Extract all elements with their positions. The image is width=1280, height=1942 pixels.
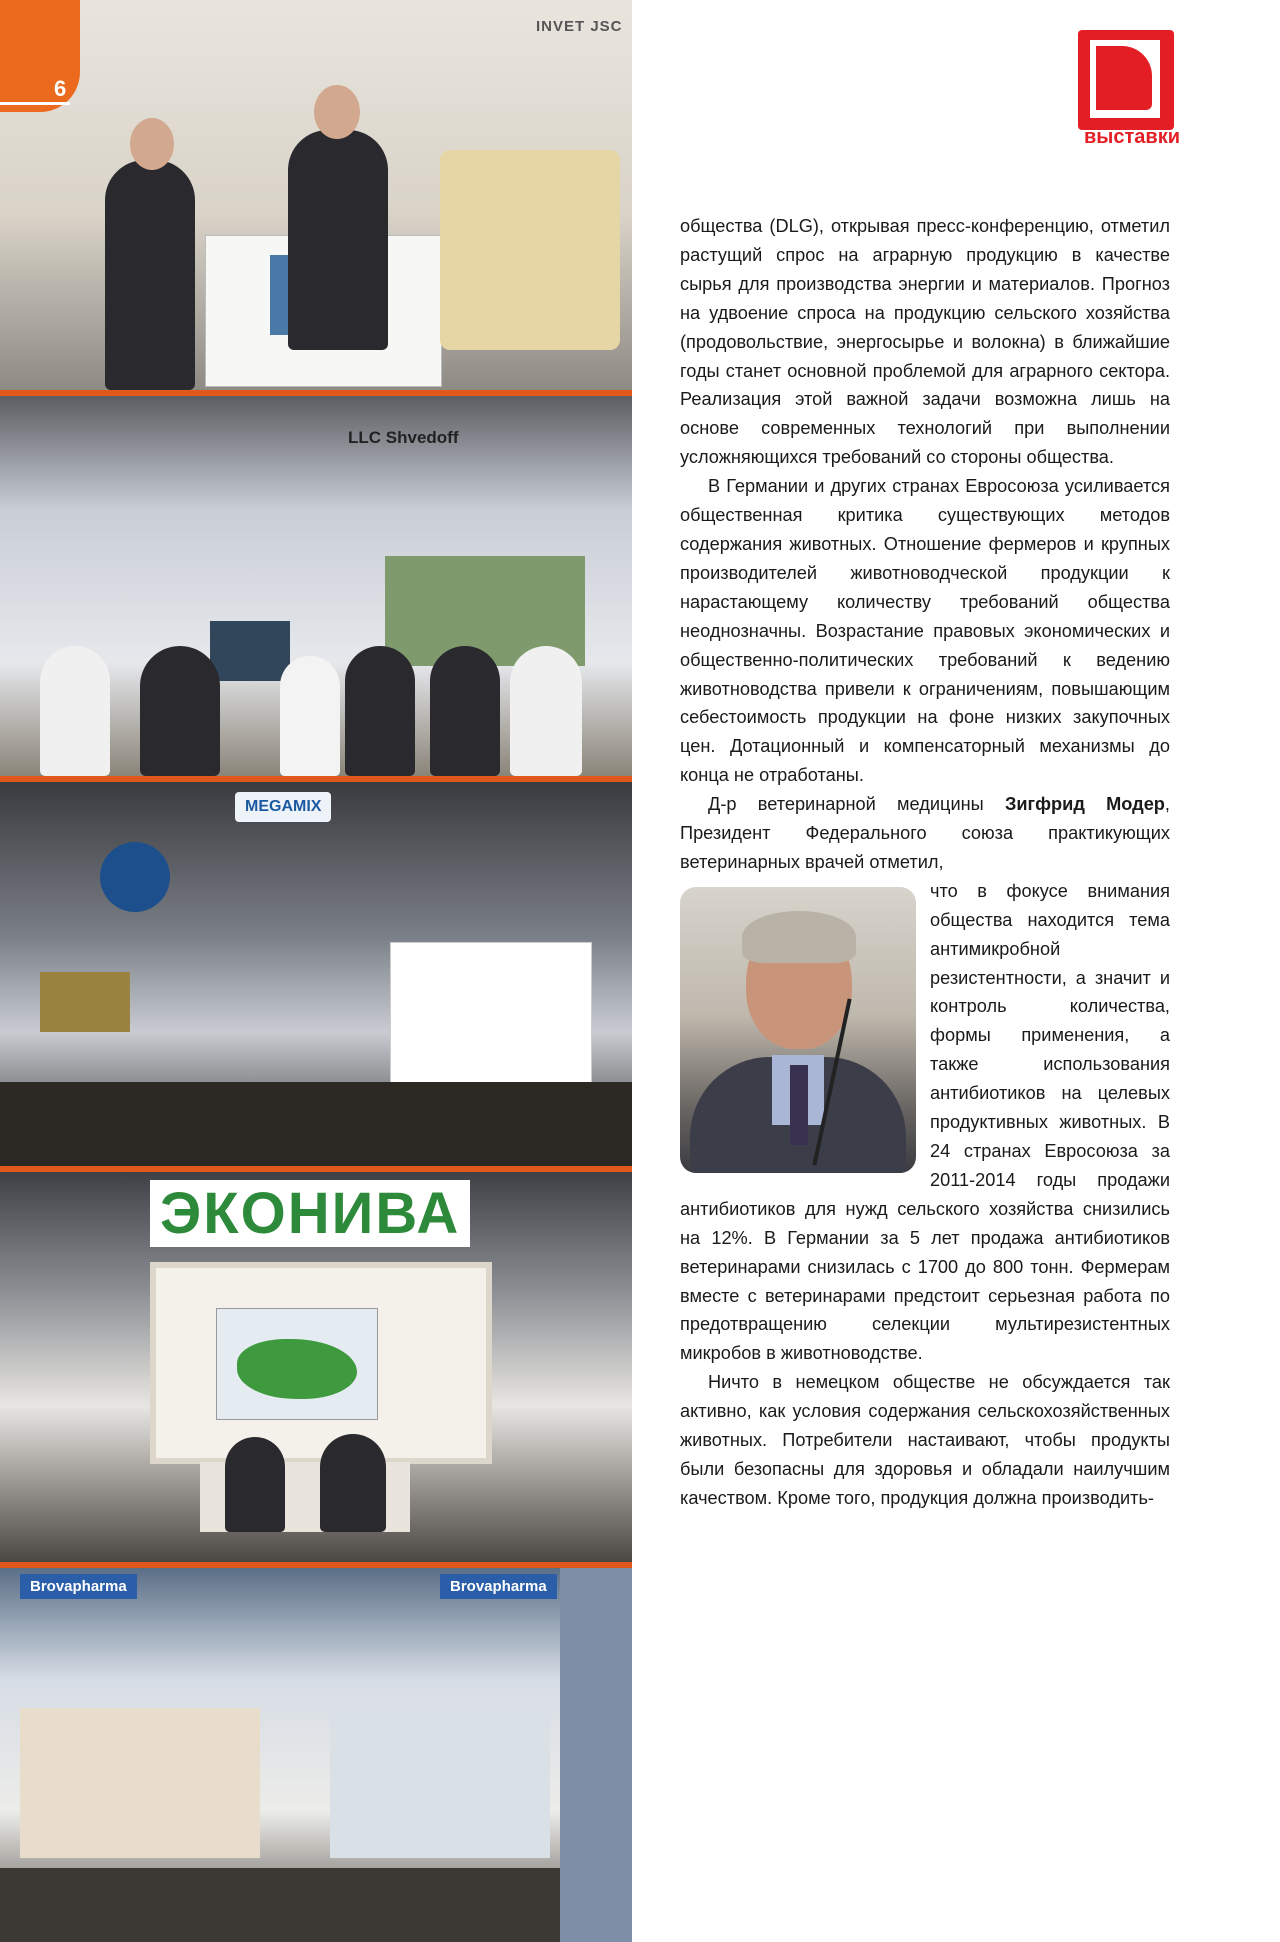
person-head: [130, 118, 174, 170]
photo-invet-stand: [0, 0, 632, 390]
article-paragraph: В Германии и других странах Евросоюза усиливается общественная критика существующих методов содержания животных. Отношение фермеров и крупных производителей животноводческой продукции к нарастающему количеству требований общества неоднозначны. Возрастание правовых экономических и общественно-политических требований к ведению животноводства привели к ограничениям, повышающим себестоимость продукции на фоне низких закупочных цен. Дотационный и компенсаторный механизмы до конца не отработаны.: [680, 476, 1170, 786]
map-land: [237, 1339, 357, 1399]
photo-shvedoff-stand: [0, 396, 632, 776]
person: [345, 646, 415, 776]
stand-wall-poster: [20, 1708, 260, 1858]
stand-sign: MEGAMIX: [235, 792, 331, 822]
photo-brovapharma-stand: [0, 1568, 632, 1942]
person-head: [314, 85, 360, 139]
page-number-tab: [0, 0, 80, 112]
rotecna-sign: [40, 972, 130, 1032]
person: [320, 1434, 386, 1532]
crowd: [0, 1082, 632, 1166]
hall-pillar: [560, 1568, 632, 1942]
russia-map: [216, 1308, 378, 1420]
photo-ekoniva-stand: [0, 1172, 632, 1562]
person: [288, 130, 388, 350]
page-number-rule: [0, 102, 70, 105]
person: [280, 656, 340, 776]
person: [225, 1437, 285, 1532]
portrait-tie: [790, 1065, 808, 1145]
paragraph-lead: Д-р ветеринарной медицины: [708, 794, 1005, 815]
stand-sign: LLC Shvedoff: [348, 428, 459, 447]
article-body: [680, 212, 1170, 1513]
page-number: 6: [54, 76, 67, 101]
person: [510, 646, 582, 776]
person: [430, 646, 500, 776]
person: [140, 646, 220, 776]
speaker-name: Зигфрид Модер: [1004, 794, 1165, 815]
article-paragraph: общества (DLG), открывая пресс-конференцию, отметил растущий спрос на аграрную продукцию в качестве сырья для производства энергии и материалов. Прогноз на удвоение спроса на продукцию сельского хозяйства (продовольствие, энергосырье и волокна) в ближайшие годы станет основной проблемой для аграрного сектора. Реализация этой важной задачи возможна лишь на основе современных технологий при выполнении усложняющихся требований со стороны общества.: [680, 216, 1170, 468]
article-paragraph: Ничто в немецком обществе не обсуждается так активно, как условия содержания сельскохозяйственных животных. Потребители настаивают, чтобы продукты были безопасны для здоровья и обладали наилучшим качеством. Кроме того, продукция должна производить-: [680, 1372, 1170, 1508]
premixes-display: [390, 942, 592, 1094]
speaker-portrait: [680, 887, 916, 1173]
person: [40, 646, 110, 776]
crowd: [0, 1868, 560, 1942]
stand-sign: Brovapharma: [20, 1574, 137, 1599]
stand-sign: ЭКОНИВА: [150, 1180, 470, 1247]
article-paragraph: [680, 790, 1170, 877]
stand-sign: Brovapharma: [440, 1574, 557, 1599]
stand-board: [150, 1262, 492, 1464]
photo-megamix-stand: [0, 782, 632, 1166]
exhibit-product: [440, 150, 620, 350]
vic-logo: [100, 842, 170, 912]
portrait-hair: [742, 911, 856, 963]
stand-screen: [210, 621, 290, 681]
article-paragraph: что в фокусе внимания общества находится тема антимикробной резистентности, а значит и контроль количества, формы применения, а также использования антибиотиков на целевых продуктивных животных. В 24 странах Евросоюза за 2011-2014 годы продажи антибиотиков для нужд сельского хозяйства снизились на 12%. В Германии за 5 лет продажа антибиотиков ветеринарами снизилась с 1700 до 800 тонн. Фермерам вместе с ветеринарами предстоит серьезная работа по предотвращению селекции мультирезистентных микробов в животноводстве.: [680, 880, 1170, 1364]
stand-wall-poster: [330, 1708, 550, 1858]
section-label: выставки: [1083, 126, 1180, 148]
person: [105, 160, 195, 390]
stand-sign: INVET JSC: [536, 18, 623, 35]
flag-icon-fill: [1096, 46, 1152, 110]
paragraph-intro: , Президент Федерального союза практикующих ветеринарных врачей отметил,: [680, 794, 1170, 872]
photo-column: [0, 0, 632, 1942]
